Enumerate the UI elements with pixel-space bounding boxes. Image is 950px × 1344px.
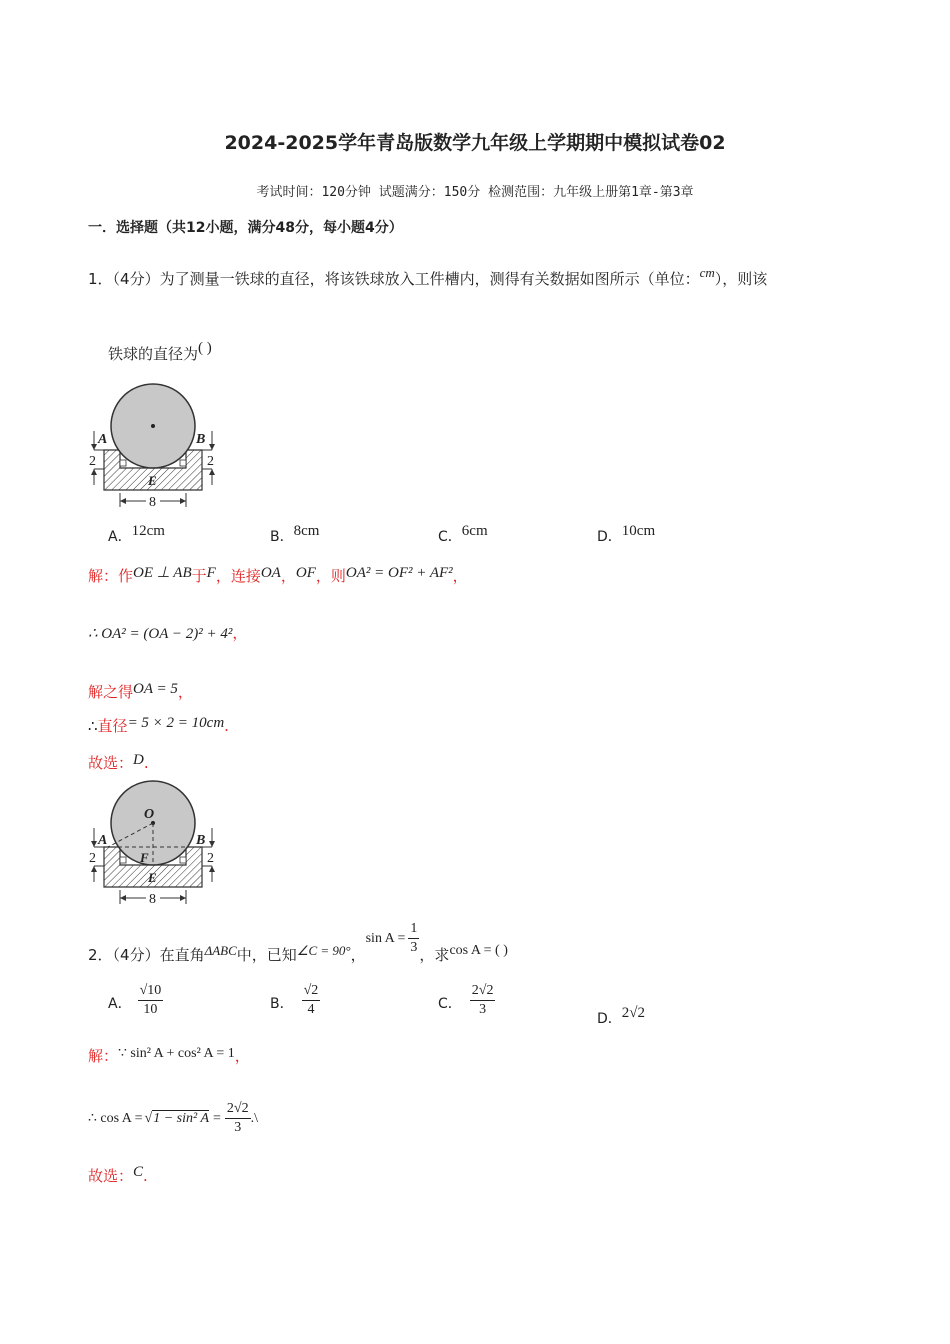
q1-option-d[interactable] [597, 523, 656, 546]
q1-stem-line1 [88, 265, 768, 289]
q1-solution-line3 [88, 681, 193, 702]
q1-sol-l1-c: ，连接 [215, 567, 261, 585]
q2-option-c-letter: C． [438, 996, 462, 1012]
q1-option-d-value: 10cm [621, 523, 656, 539]
q1-unit: cm [699, 265, 715, 280]
q1-option-b[interactable] [270, 523, 320, 546]
q2-sol-l2-end: .\ [250, 1110, 258, 1126]
q1-sol-l1-m5: OA² = OF² + AF² [345, 565, 453, 581]
q2-stem-c: ， [350, 946, 366, 964]
q2-sin-label: sin A = [365, 930, 406, 946]
q2-stem-d: ，求 [419, 946, 450, 964]
q2-option-d-value: 2√2 [621, 1005, 646, 1021]
q1-fig-label-e: E [148, 473, 157, 488]
q2-option-a[interactable] [108, 982, 163, 1019]
q2-sol-l3-b: . [143, 1167, 148, 1185]
q2-option-c-fraction [470, 982, 496, 1019]
q1-solution-line5 [88, 752, 149, 773]
q1-option-b-value: 8cm [293, 523, 320, 539]
q2-sol-l3-m: C [133, 1164, 144, 1180]
q1-sol-l2: ∴ OA² = (OA − 2)² + 4² [88, 626, 233, 642]
q1-fig2-width: 8 [149, 892, 156, 907]
q1-fig-label-a: A [98, 432, 108, 447]
q2-option-d-letter: D． [597, 1011, 622, 1027]
q2-option-a-den: 10 [143, 1002, 158, 1017]
q1-stem-a: 1．（4分）为了测量一铁球的直径，将该铁球放入工件槽内，测得有关数据如图所示（单位： [88, 270, 700, 288]
q1-stem-line2 [108, 340, 212, 364]
section-heading: 一．选择题（共12小题，满分48分，每小题4分） [88, 220, 403, 236]
q1-solution-figure [86, 778, 226, 908]
q1-sol-l1-f: ， [452, 567, 468, 585]
q1-sol-l1-m1: OE ⊥ AB [133, 565, 192, 581]
q2-sol-l1-a: 解： [88, 1047, 119, 1065]
q2-option-d[interactable] [597, 1005, 646, 1028]
q1-solution-line2 [88, 622, 247, 643]
q2-option-b-den: 4 [307, 1002, 315, 1017]
q2-sol-l2-eq: = [213, 1110, 221, 1126]
q1-sol-l1-m4: OF [295, 565, 316, 581]
q1-sol-l5-a: 故选： [88, 754, 134, 772]
q2-sol-l1-b: ， [234, 1047, 250, 1065]
q1-fig2-label-b: B [196, 833, 206, 848]
q1-sol-l1-m3: OA [260, 565, 281, 581]
q1-fig-label-b: B [196, 432, 206, 447]
q1-option-a[interactable] [108, 523, 165, 546]
q2-option-c-num: 2√2 [470, 982, 496, 1001]
q1-option-b-letter: B． [270, 529, 294, 545]
q2-option-b[interactable] [270, 982, 320, 1019]
radical-sign-icon: √ [144, 1110, 153, 1126]
q1-option-a-letter: A． [108, 529, 132, 545]
q2-sol-l2-den: 3 [234, 1120, 242, 1135]
q2-triangle: ΔABC [204, 943, 237, 958]
q1-sol-l1-d: ， [280, 567, 296, 585]
q1-answer-paren: ( ) [198, 340, 212, 356]
q1-sol-l3-b: ， [177, 683, 193, 701]
q1-sol-l5-b: . [143, 754, 149, 772]
q2-sol-l2-num: 2√2 [225, 1100, 251, 1119]
page-title: 2024-2025学年青岛版数学九年级上学期期中模拟试卷02 [224, 132, 726, 154]
q1-stem-b: ），则该 [714, 270, 768, 288]
q1-sol-l4-b: 直径 [97, 717, 128, 735]
q2-cos-label: cos A = ( ) [449, 943, 508, 958]
q2-sin-fraction [408, 920, 419, 957]
q1-option-c[interactable] [438, 523, 488, 546]
q2-sin-expr [366, 920, 420, 957]
q1-fig2-label-e: E [148, 870, 157, 885]
q2-option-b-num: √2 [302, 982, 321, 1001]
q1-sol-l1-b: 于 [191, 567, 207, 585]
q2-option-a-fraction [138, 982, 164, 1019]
q1-solution-line4 [88, 715, 229, 736]
q1-sol-l4-a: ∴ [88, 719, 98, 735]
q2-option-c-den: 3 [479, 1002, 487, 1017]
q2-option-b-fraction [302, 982, 321, 1019]
q2-option-c[interactable] [438, 982, 495, 1019]
q1-figure [86, 381, 226, 511]
q1-option-d-letter: D． [597, 529, 622, 545]
q1-option-a-value: 12cm [131, 523, 165, 539]
q2-sol-l1-m: ∵ sin² A + cos² A = 1 [118, 1046, 235, 1061]
q2-option-a-num: √10 [138, 982, 164, 1001]
q1-sol-l4-c: . [224, 717, 229, 735]
q2-sol-l2-fraction [225, 1100, 251, 1137]
q2-solution-line3 [88, 1165, 148, 1186]
q2-sin-num: 1 [408, 920, 419, 939]
q2-sol-l3-a: 故选： [88, 1167, 134, 1185]
q1-option-c-value: 6cm [461, 523, 488, 539]
q1-fig2-label-f: F [140, 850, 149, 865]
q2-angle: ∠C = 90° [296, 943, 351, 958]
q2-solution-line2 [88, 1100, 258, 1137]
q2-option-a-letter: A． [108, 996, 132, 1012]
q1-sol-l3-m: OA = 5 [133, 681, 178, 697]
q2-stem [88, 921, 508, 965]
q1-fig2-label-o: O [144, 807, 155, 822]
q2-option-b-letter: B． [270, 996, 294, 1012]
q1-stem-c: 铁球的直径为 [108, 345, 199, 363]
q1-fig-width: 8 [149, 495, 156, 510]
q1-fig-height-left: 2 [89, 454, 96, 469]
q2-sol-l2-a: ∴ cos A = [88, 1111, 143, 1126]
q1-solution-line1 [88, 565, 468, 586]
q2-sol-l2-radicand: 1 − sin² A [153, 1111, 209, 1126]
q1-fig2-label-a: A [98, 833, 108, 848]
q1-fig2-height-right: 2 [207, 851, 214, 866]
q1-sol-l1-a: 解：作 [88, 567, 134, 585]
q1-fig2-height-left: 2 [89, 851, 96, 866]
q1-sol-l2-end: ， [232, 624, 248, 642]
q2-stem-a: 2．（4分）在直角 [88, 946, 205, 964]
q2-solution-line1 [88, 1045, 250, 1066]
q2-stem-b: 中，已知 [236, 946, 297, 964]
q1-sol-l1-e: ，则 [315, 567, 346, 585]
exam-info: 考试时间：120分钟 试题满分：150分 检测范围：九年级上册第1章-第3章 [256, 185, 694, 200]
q1-option-c-letter: C． [438, 529, 462, 545]
q1-fig-height-right: 2 [207, 454, 214, 469]
q1-sol-l1-m2: F [206, 565, 216, 581]
q1-sol-l4-m: = 5 × 2 = 10cm [127, 715, 225, 731]
q2-sin-den: 3 [410, 940, 418, 955]
q1-sol-l3-a: 解之得 [88, 683, 134, 701]
q1-sol-l5-m: D [133, 752, 144, 768]
